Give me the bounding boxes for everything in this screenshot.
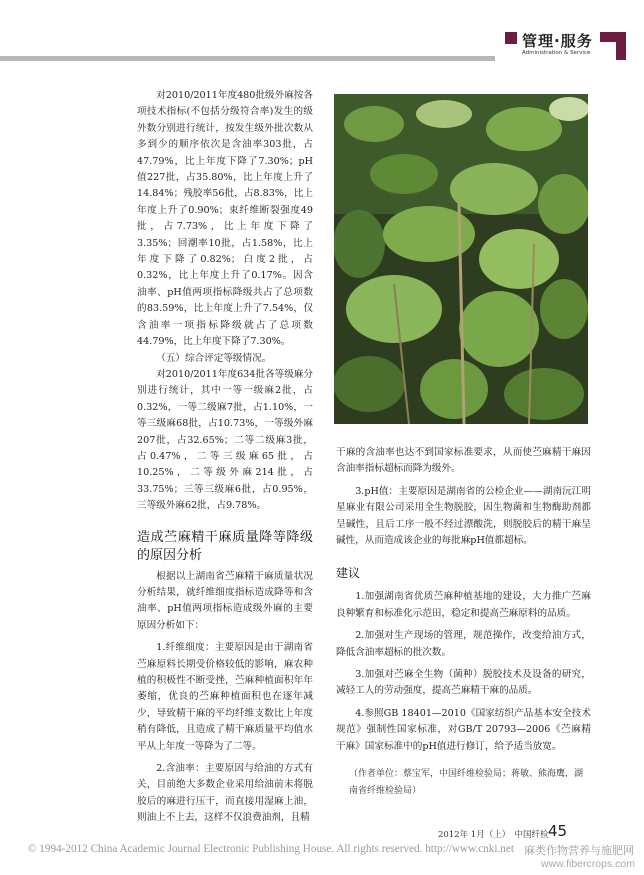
header-corner-mark (600, 32, 626, 60)
section-title: 管理·服务 (522, 32, 593, 50)
paragraph-grade-stats: 对2010/2011年度480批级外麻按各项技术指标(不包括分级符合率)发生的级外数分别进行统计，按发生级外批次数从多到少的顺序依次是含油率303批，占47.79%，比上年度下降了7.30%；pH值227批，占35.80%，比上年度上升了14.84%；残胶率56批，占8.83%，比上年度上升了0.90%；束纤维断裂强度49批，占7.73%，比上年度下降了3.35%；回潮率10批，占1.58%，比上年度下降了0.82%；白度2批，占0.32%，比上年度上升了0.17%。因含油率、pH值两项指标降级共占了总项数的83.59%，比上年度上升了7.54%，仅含油率一项指标降级就占了总项数44.79%，比上年度下降了7.30%。 (137, 90, 313, 348)
issue-info: 2012年 1月（上） 中国纤检 (438, 830, 549, 840)
header-square-mark (505, 32, 517, 44)
suggestion-2: 2.加强对生产现场的管理，规范操作，改变给油方式，降低含油率超标的批次数。 (336, 630, 591, 658)
left-column (137, 88, 313, 827)
copyright-line: © 1994-2012 China Academic Journal Electronic Publishing House. All rights reserved. http://www.cnki.net (28, 843, 514, 855)
paragraph-oil-content: 2.含油率：主要原因与给油的方式有关，目前绝大多数企业采用给油前未将脱胶后的麻进行压干，而直接用湿麻上油，则油上不上去，这样不仅浪费油剂，且精 (137, 763, 313, 824)
paragraph-ph-value: 3.pH值：主要原因是湖南省的公检企业——湖南沅江明星麻业有限公司采用全生物脱胶，因生物菌和生物酶助剂都呈碱性，且后工序一般不经过漂酸洗，则脱胶后的精干麻呈碱性，从而造成该企业的每批麻pH值都超标。 (336, 485, 591, 547)
suggestion-1: 1.加强湖南省优质苎麻种植基地的建设，大力推广苎麻良种繁育和标准化示范田，稳定和提高苎麻原料的品质。 (336, 591, 591, 619)
watermark-url: www.fibercrops.com (541, 858, 635, 870)
paragraph-grade-evaluation: 对2010/2011年度634批各等级麻分别进行统计，其中一等一级麻2批，占0.32%，一等二级麻7批，占1.10%，一等三级麻68批，占10.73%，一等级外麻207批，占32.65%；二等二级麻3批，占0.47%，二等三级麻65批，占10.25%，二等级外麻214批，占33.75%；三等三级麻6批，占0.95%，三等级外麻62批，占9.78%。 (137, 368, 313, 512)
suggestion-4: 4.参照GB 18401—2010《国家纺织产品基本安全技术规范》强制性国家标准，对GB/T 20793—2006《苎麻精干麻》国家标准中的pH值进行修订，给予适当放宽。 (336, 707, 591, 752)
paragraph-analysis-intro: 根据以上湖南省苎麻精干麻质量状况分析结果，就纤维细度指标造成降等和含油率、pH值两项指标造成级外麻的主要原因分析如下： (137, 570, 313, 631)
page-number: 45 (548, 822, 568, 840)
heading-suggestions: 建议 (336, 566, 361, 581)
suggestion-3: 3.加强对苎麻全生物（菌种）脱胶技术及设备的研究，减轻工人的劳动强度，提高苎麻精干麻的品质。 (336, 669, 591, 697)
ramie-plant-photo (334, 94, 588, 424)
right-column (336, 445, 591, 755)
heading-cause-analysis: 造成苎麻精干麻质量降等降级的原因分析 (137, 529, 313, 563)
header-rule (0, 56, 495, 61)
paragraph-sub-heading: （五）综合评定等级情况。 (156, 352, 272, 364)
paragraph-fiber-fineness: 1.纤维细度：主要原因是由于湖南省苎麻原料长期受价格较低的影响，麻农种植的积极性不断受挫，苎麻种植面积年年萎缩，优良的苎麻种植面积也在逐年减少，导致精干麻的平均纤维支数比上年度稍有降低，且造成了精干麻质量平均值水平从上年度一等降为了二等。 (137, 642, 313, 752)
paragraph-oil-continued: 干麻的含油率也达不到国家标准要求，从而使苎麻精干麻因含油率指标超标而降为级外。 (336, 447, 591, 475)
author-affiliation: （作者单位：蔡宝军，中国纤维检验局；蒋敏、熊海鹰，湖南省纤维检验局） (349, 769, 584, 796)
watermark-site-name: 麻类作物营养与施肥网 (524, 844, 634, 857)
section-subtitle: Administration & Service (522, 50, 591, 56)
